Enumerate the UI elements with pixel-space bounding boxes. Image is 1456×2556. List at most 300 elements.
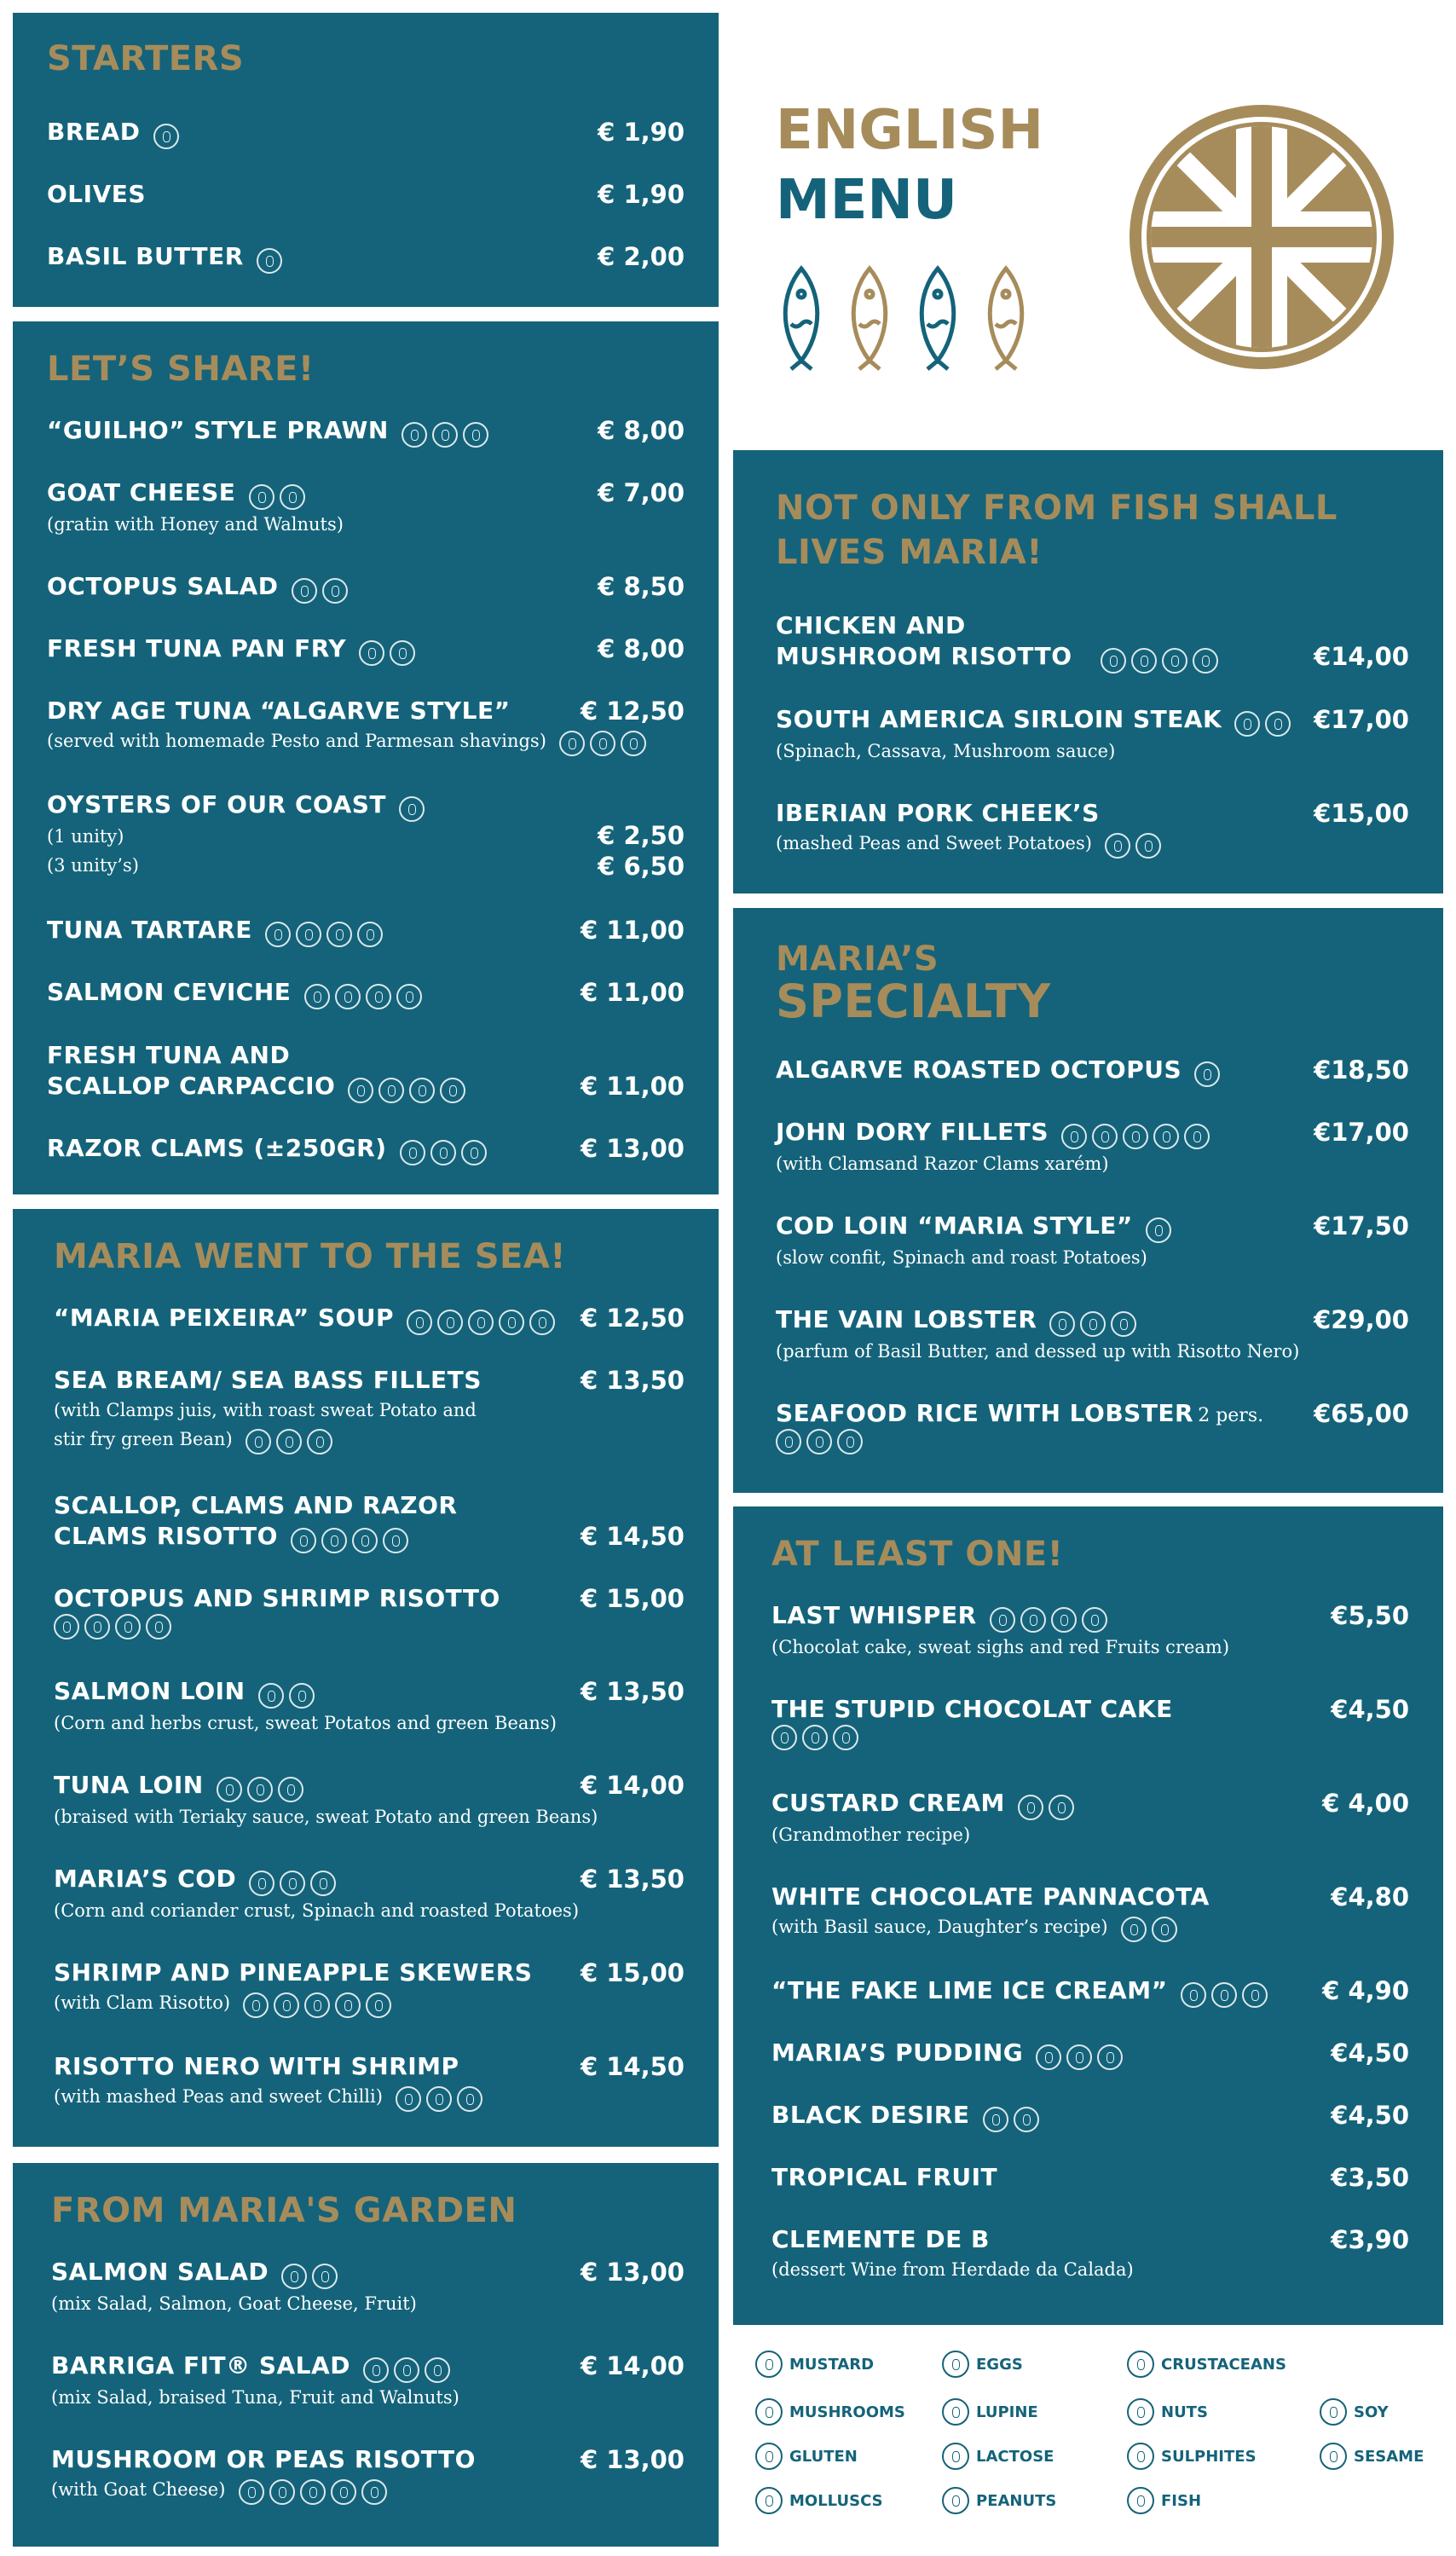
lactose-icon: [1121, 1917, 1147, 1942]
menu-item: [47, 415, 685, 448]
item-description: (with Goat Cheese): [51, 2479, 226, 2500]
fish-icon: [281, 2264, 307, 2289]
allergen-icons: [249, 1871, 341, 1896]
item-name: MUSHROOM RISOTTO: [776, 642, 1072, 670]
allergen-icons: [54, 1614, 176, 1639]
eggs-icon: [1049, 1795, 1074, 1820]
not-fish-section: [733, 450, 1443, 893]
item-price: € 7,00: [598, 478, 685, 507]
lactose-icon: [1018, 1795, 1043, 1820]
legend-peanuts: PEANUTS: [942, 2487, 1056, 2521]
allergen-icons: [281, 2264, 343, 2289]
item-description: (with Basil sauce, Daughter’s recipe): [771, 1917, 1108, 1937]
lactose-icon: [437, 1310, 463, 1335]
gluten-icon: [249, 1871, 274, 1896]
gluten-icon: [1242, 1982, 1268, 2008]
item-name: OCTOPUS AND SHRIMP RISOTTO: [54, 1584, 500, 1612]
menu-title-english: ENGLISH: [776, 99, 1044, 162]
allergen-icons: [1121, 1917, 1182, 1942]
menu-item: [47, 477, 685, 539]
fish-icon: [853, 269, 886, 369]
allergen-icons: [396, 2086, 488, 2112]
item-price: €17,00: [1314, 705, 1409, 734]
union-jack-flag-icon: [1125, 101, 1398, 373]
gluten-icon: [1082, 1607, 1107, 1633]
fish-icon: [785, 269, 818, 369]
item-price: € 11,00: [580, 1072, 685, 1101]
allergen-icons: [1049, 1311, 1141, 1337]
soy-icon: [1320, 2398, 1347, 2426]
item-price: € 11,00: [580, 978, 685, 1007]
allergen-icons: [348, 1078, 471, 1103]
peanuts-icon: [942, 2487, 969, 2514]
allergen-icons: [246, 1429, 338, 1454]
sulphites-icon: [1123, 1124, 1148, 1149]
item-description: (slow confit, Spinach and roast Potatoes): [776, 1246, 1147, 1268]
item-description: (Grandmother recipe): [771, 1824, 971, 1845]
soy-icon: [396, 984, 422, 1009]
item-name: SALMON LOIN: [54, 1677, 246, 1705]
eggs-icon: [802, 1725, 828, 1750]
sulphites-icon: [352, 1528, 378, 1553]
menu-header: [733, 0, 1456, 443]
item-price: € 6,50: [598, 852, 685, 881]
item-price: € 2,00: [598, 242, 685, 271]
legend-mustard: MUSTARD: [755, 2351, 874, 2385]
menu-item: [51, 2257, 685, 2318]
menu-item: [776, 1055, 1409, 1087]
item-description: (1 unity): [47, 825, 124, 847]
menu-item: [771, 1788, 1409, 1849]
item-price: € 13,00: [580, 2445, 685, 2474]
menu-item: [47, 1133, 685, 1165]
soy-icon: [278, 1777, 303, 1802]
menu-item: [47, 1040, 685, 1103]
molluscs-icon: [292, 578, 317, 604]
item-name: SEAFOOD RICE WITH LOBSTER: [776, 1399, 1194, 1427]
item-price: € 13,00: [580, 2258, 685, 2287]
fish-icon: [559, 731, 585, 756]
sulphites-icon: [432, 422, 458, 448]
sulphites-icon: [1127, 2443, 1154, 2470]
item-name: SALMON SALAD: [51, 2258, 269, 2286]
lactose-icon: [307, 1429, 332, 1454]
menu-item: [47, 696, 685, 756]
legend-nuts: NUTS: [1127, 2398, 1208, 2432]
item-description: (gratin with Honey and Walnuts): [47, 513, 344, 535]
soy-icon: [269, 2479, 295, 2505]
crustaceans-icon: [399, 796, 425, 822]
menu-item: [771, 2162, 1409, 2193]
soy-icon: [357, 922, 383, 947]
menu-item: [776, 1304, 1409, 1366]
lactose-icon: [257, 248, 282, 274]
lactose-icon: [1020, 1607, 1046, 1633]
menu-item: [47, 977, 685, 1009]
item-price: €4,50: [1331, 2038, 1409, 2067]
item-description: (mix Salad, braised Tuna, Fruit and Walnuts): [51, 2386, 459, 2408]
menu-item: [47, 179, 685, 210]
allergen-icons: [1146, 1217, 1176, 1243]
allergen-icons: [559, 731, 651, 756]
menu-item: [54, 1583, 685, 1639]
lactose-icon: [321, 1528, 347, 1553]
lactose-icon: [249, 484, 274, 510]
item-price: € 15,00: [580, 1584, 685, 1613]
sulphites-icon: [335, 984, 361, 1009]
nuts-icon: [326, 922, 352, 947]
item-name: BARRIGA FIT® SALAD: [51, 2351, 350, 2380]
item-price: € 13,50: [580, 1865, 685, 1894]
item-name: SHRIMP AND PINEAPPLE SKEWERS: [54, 1958, 533, 1986]
lactose-icon: [463, 422, 488, 448]
molluscs-icon: [335, 1992, 361, 2018]
gluten-icon: [1184, 1124, 1210, 1149]
allergen-icons: [217, 1777, 309, 1802]
allergen-icons: [258, 1683, 320, 1709]
item-description: (mix Salad, Salmon, Goat Cheese, Fruit): [51, 2293, 417, 2314]
menu-item: [47, 571, 685, 604]
item-name: BASIL BUTTER: [47, 242, 244, 270]
allergen-icons: [771, 1725, 864, 1750]
menu-item: [776, 1211, 1409, 1272]
item-name: FRESH TUNA PAN FRY: [47, 634, 347, 662]
item-portion: 2 pers.: [1198, 1405, 1264, 1426]
menu-item: [47, 241, 685, 274]
legend-eggs: EGGS: [942, 2351, 1023, 2385]
item-price: € 8,50: [598, 572, 685, 601]
item-name: “MARIA PEIXEIRA” SOUP: [54, 1304, 395, 1332]
menu-item: [776, 798, 1409, 859]
section-title: AT LEAST ONE!: [771, 1535, 1064, 1574]
menu-item: [54, 1365, 685, 1454]
lactose-icon: [361, 2479, 387, 2505]
gluten-icon: [258, 1683, 284, 1709]
lactose-icon: [239, 2479, 264, 2505]
menu-item: [771, 1694, 1409, 1750]
molluscs-icon: [755, 2487, 783, 2514]
item-name: OYSTERS OF OUR COAST: [47, 790, 387, 818]
section-title: STARTERS: [47, 39, 245, 78]
menu-item: [776, 1398, 1409, 1454]
sulphites-icon: [776, 1429, 801, 1454]
menu-item: [776, 704, 1409, 766]
nuts-icon: [621, 731, 646, 756]
sulphites-icon: [322, 578, 348, 604]
gluten-icon: [983, 2107, 1008, 2132]
allergen-icons: [1194, 1061, 1225, 1087]
molluscs-icon: [291, 1528, 316, 1553]
fish-icon: [990, 269, 1022, 369]
menu-item: [771, 1882, 1409, 1942]
item-price: € 1,90: [598, 118, 685, 147]
item-price: €3,90: [1331, 2225, 1409, 2254]
share-section: [13, 321, 719, 1194]
menu-item: [776, 1117, 1409, 1178]
item-price: € 13,50: [580, 1677, 685, 1706]
fish-icon: [1153, 1124, 1179, 1149]
gluten-icon: [1097, 2044, 1123, 2070]
lactose-icon: [312, 2264, 338, 2289]
lactose-icon: [590, 731, 615, 756]
item-price: €17,50: [1314, 1211, 1409, 1240]
allergen-icons: [363, 2357, 455, 2383]
item-name: RAZOR CLAMS (±250GR): [47, 1134, 387, 1162]
fish-icon: [922, 269, 954, 369]
sulphites-icon: [1265, 711, 1291, 737]
item-name: WHITE CHOCOLATE PANNACOTA: [771, 1882, 1210, 1911]
gluten-icon: [348, 1078, 373, 1103]
item-description: (with Clamsand Razor Clams xarém): [776, 1153, 1109, 1174]
item-name: SOUTH AMERICA SIRLOIN STEAK: [776, 705, 1222, 733]
item-name: CLAMS RISOTTO: [54, 1522, 278, 1550]
allergen-icons: [239, 2479, 392, 2505]
item-price: € 8,00: [598, 416, 685, 445]
item-description: (Chocolat cake, sweat sighs and red Fruits cream): [771, 1636, 1230, 1657]
item-price: € 4,00: [1322, 1789, 1409, 1818]
menu-item: [54, 1864, 685, 1925]
menu-item: [54, 1490, 685, 1553]
menu-item: [771, 2224, 1409, 2284]
fish-icon: [359, 640, 384, 666]
item-name: TUNA TARTARE: [47, 916, 252, 944]
sulphites-icon: [274, 1992, 299, 2018]
sulphites-icon: [1194, 1061, 1220, 1087]
lactose-icon: [1036, 2044, 1061, 2070]
crustaceans-icon: [243, 1992, 269, 2018]
item-name: SCALLOP, CLAMS AND RAZOR: [54, 1491, 458, 1519]
item-description: (mashed Peas and Sweet Potatoes): [776, 833, 1092, 853]
molluscs-icon: [440, 1078, 465, 1103]
section-title: SPECIALTY: [776, 974, 1051, 1028]
sulphites-icon: [461, 1140, 487, 1165]
menu-item: [771, 2038, 1409, 2070]
sea-section: [13, 1209, 719, 2147]
lactose-icon: [304, 1992, 330, 2018]
nuts-icon: [394, 2357, 419, 2383]
sulphites-icon: [115, 1614, 141, 1639]
item-description: stir fry green Bean): [54, 1429, 233, 1449]
item-description: (3 unity’s): [47, 854, 139, 876]
allergen-icons: [292, 578, 353, 604]
section-title: FROM MARIA'S GARDEN: [51, 2191, 517, 2230]
sulphites-icon: [296, 922, 321, 947]
item-name: IBERIAN PORK CHEEK’S: [776, 799, 1100, 827]
menu-item: [47, 789, 685, 880]
allergen-icons: [1036, 2044, 1128, 2070]
legend-molluscs: MOLLUSCS: [755, 2487, 883, 2521]
crustaceans-icon: [396, 2086, 421, 2112]
menu-item: [54, 1770, 685, 1831]
nuts-icon: [1127, 2398, 1154, 2426]
fish-icons: [776, 260, 1049, 371]
item-name: OCTOPUS SALAD: [47, 572, 279, 600]
crustaceans-icon: [806, 1429, 832, 1454]
legend-sesame: SESAME: [1320, 2443, 1424, 2477]
allergen-legend: [733, 2340, 1443, 2549]
legend-lupine: LUPINE: [942, 2398, 1038, 2432]
fish-icon: [529, 1310, 555, 1335]
lactose-icon: [146, 1614, 171, 1639]
item-name: THE STUPID CHOCOLAT CAKE: [771, 1695, 1173, 1723]
item-price: € 12,50: [580, 697, 685, 726]
crustaceans-icon: [407, 1310, 432, 1335]
molluscs-icon: [409, 1078, 435, 1103]
legend-crustaceans: CRUSTACEANS: [1127, 2351, 1286, 2385]
fish-icon: [363, 2357, 389, 2383]
item-price: €5,50: [1331, 1601, 1409, 1630]
item-price: €15,00: [1314, 799, 1409, 828]
lactose-icon: [366, 1992, 391, 2018]
item-price: €3,50: [1331, 2163, 1409, 2192]
lactose-icon: [1080, 1311, 1106, 1337]
item-name: ALGARVE ROASTED OCTOPUS: [776, 1055, 1182, 1084]
menu-item: [54, 1676, 685, 1738]
item-price: € 14,50: [580, 2052, 685, 2081]
item-name: GOAT CHEESE: [47, 478, 236, 506]
legend-mushrooms: MUSHROOMS: [755, 2398, 905, 2432]
menu-item: [771, 2100, 1409, 2132]
sulphites-icon: [990, 1607, 1015, 1633]
item-description: (Corn and coriander crust, Spinach and roasted Potatoes): [54, 1900, 580, 1921]
sulphites-icon: [1049, 1311, 1075, 1337]
allergen-icons: [407, 1310, 560, 1335]
item-name: RISOTTO NERO WITH SHRIMP: [54, 2052, 459, 2080]
menu-item: [47, 117, 685, 149]
item-name: DRY AGE TUNA “ALGARVE STYLE”: [47, 697, 511, 725]
sulphites-icon: [390, 640, 415, 666]
item-name: BLACK DESIRE: [771, 2101, 970, 2129]
nuts-icon: [1211, 1982, 1237, 2008]
item-price: € 2,50: [598, 821, 685, 850]
item-price: € 15,00: [580, 1958, 685, 1987]
gluten-icon: [1105, 833, 1130, 859]
nuts-icon: [1152, 1917, 1177, 1942]
item-description: (with Clamps juis, with roast sweat Potato and: [54, 1400, 477, 1420]
item-name: THE VAIN LOBSTER: [776, 1305, 1037, 1333]
item-price: € 13,00: [580, 1134, 685, 1163]
mushrooms-icon: [300, 2479, 326, 2505]
item-name: SEA BREAM/ SEA BASS FILLETS: [54, 1366, 482, 1394]
allergen-icons: [153, 124, 184, 149]
molluscs-icon: [468, 1310, 494, 1335]
section-title: LET’S SHARE!: [47, 350, 315, 389]
item-price: € 13,50: [580, 1366, 685, 1395]
allergen-icons: [1018, 1795, 1079, 1820]
item-price: € 12,50: [580, 1304, 685, 1333]
allergen-icons: [291, 1528, 413, 1553]
lactose-icon: [383, 1528, 408, 1553]
item-description: (with mashed Peas and sweet Chilli): [54, 2086, 383, 2107]
allergen-icons: [1234, 711, 1296, 737]
lactose-icon: [1092, 1124, 1118, 1149]
lactose-icon: [1101, 648, 1126, 674]
crustaceans-icon: [1127, 2351, 1154, 2378]
item-description: (with Clam Risotto): [54, 1992, 231, 2013]
item-price: €17,00: [1314, 1118, 1409, 1147]
item-name: FRESH TUNA AND: [47, 1041, 291, 1069]
sulphites-icon: [276, 1429, 302, 1454]
legend-soy: SOY: [1320, 2398, 1389, 2432]
soy-icon: [1193, 648, 1218, 674]
soy-icon: [425, 2357, 450, 2383]
starters-section: [13, 13, 719, 307]
menu-item: [51, 2351, 685, 2412]
molluscs-icon: [1061, 1124, 1087, 1149]
allergen-icons: [983, 2107, 1044, 2132]
item-name: CHICKEN AND: [776, 611, 966, 639]
dessert-section: [733, 1506, 1443, 2325]
item-description: (Spinach, Cassava, Mushroom sauce): [776, 740, 1116, 761]
item-name: TUNA LOIN: [54, 1771, 204, 1799]
menu-item: [47, 633, 685, 666]
legend-fish: FISH: [1127, 2487, 1201, 2521]
item-description: (served with homemade Pesto and Parmesan shavings): [47, 731, 546, 751]
specialty-section: [733, 908, 1443, 1493]
item-description: (dessert Wine from Herdade da Calada): [771, 2259, 1134, 2280]
allergen-icons: [776, 1429, 868, 1454]
item-price: € 1,90: [598, 180, 685, 209]
item-name: SALMON CEVICHE: [47, 978, 292, 1006]
item-name: “GUILHO” STYLE PRAWN: [47, 416, 389, 444]
item-price: €29,00: [1314, 1305, 1409, 1334]
item-price: € 14,00: [580, 2351, 685, 2380]
item-name: OLIVES: [47, 180, 147, 208]
item-name: COD LOIN “MARIA STYLE”: [776, 1211, 1133, 1240]
fish-icon: [289, 1683, 315, 1709]
lupine-icon: [942, 2398, 969, 2426]
item-description: (parfum of Basil Butter, and dessed up with Risotto Nero): [776, 1340, 1300, 1362]
menu-item: [47, 915, 685, 947]
section-title: MARIA WENT TO THE SEA!: [54, 1237, 567, 1276]
section-title: NOT ONLY FROM FISH SHALL: [776, 489, 1338, 528]
item-price: €14,00: [1314, 642, 1409, 671]
menu-title-menu: MENU: [776, 169, 957, 232]
fish-icon: [378, 1078, 404, 1103]
menu-item: [54, 1957, 685, 2018]
allergen-icons: [399, 796, 430, 822]
section-title: LIVES MARIA!: [776, 533, 1043, 572]
eggs-icon: [942, 2351, 969, 2378]
mustard-icon: [400, 1140, 425, 1165]
item-name: MUSHROOM OR PEAS RISOTTO: [51, 2445, 476, 2473]
allergen-icons: [1061, 1124, 1215, 1149]
sesame-icon: [1320, 2443, 1347, 2470]
item-price: € 4,90: [1322, 1976, 1409, 2005]
allergen-icons: [304, 984, 427, 1009]
eggs-icon: [1051, 1607, 1077, 1633]
allergen-icons: [1105, 833, 1166, 859]
item-name: BREAD: [47, 118, 141, 146]
item-price: € 14,50: [580, 1522, 685, 1551]
menu-item: [776, 610, 1409, 674]
item-name: MARIA’S COD: [54, 1865, 237, 1893]
mustard-icon: [755, 2351, 783, 2378]
item-price: € 8,00: [598, 634, 685, 663]
sulphites-icon: [331, 2479, 356, 2505]
fish-icon: [84, 1614, 110, 1639]
item-name: LAST WHISPER: [771, 1601, 977, 1629]
fish-icon: [246, 1429, 271, 1454]
sulphites-icon: [499, 1310, 524, 1335]
section-title: MARIA’S: [776, 940, 939, 979]
fish-icon: [304, 984, 330, 1009]
allergen-icons: [359, 640, 420, 666]
lactose-icon: [457, 2086, 482, 2112]
item-price: €18,50: [1314, 1055, 1409, 1084]
item-name: SCALLOP CARPACCIO: [47, 1072, 336, 1100]
fish-icon: [1127, 2487, 1154, 2514]
